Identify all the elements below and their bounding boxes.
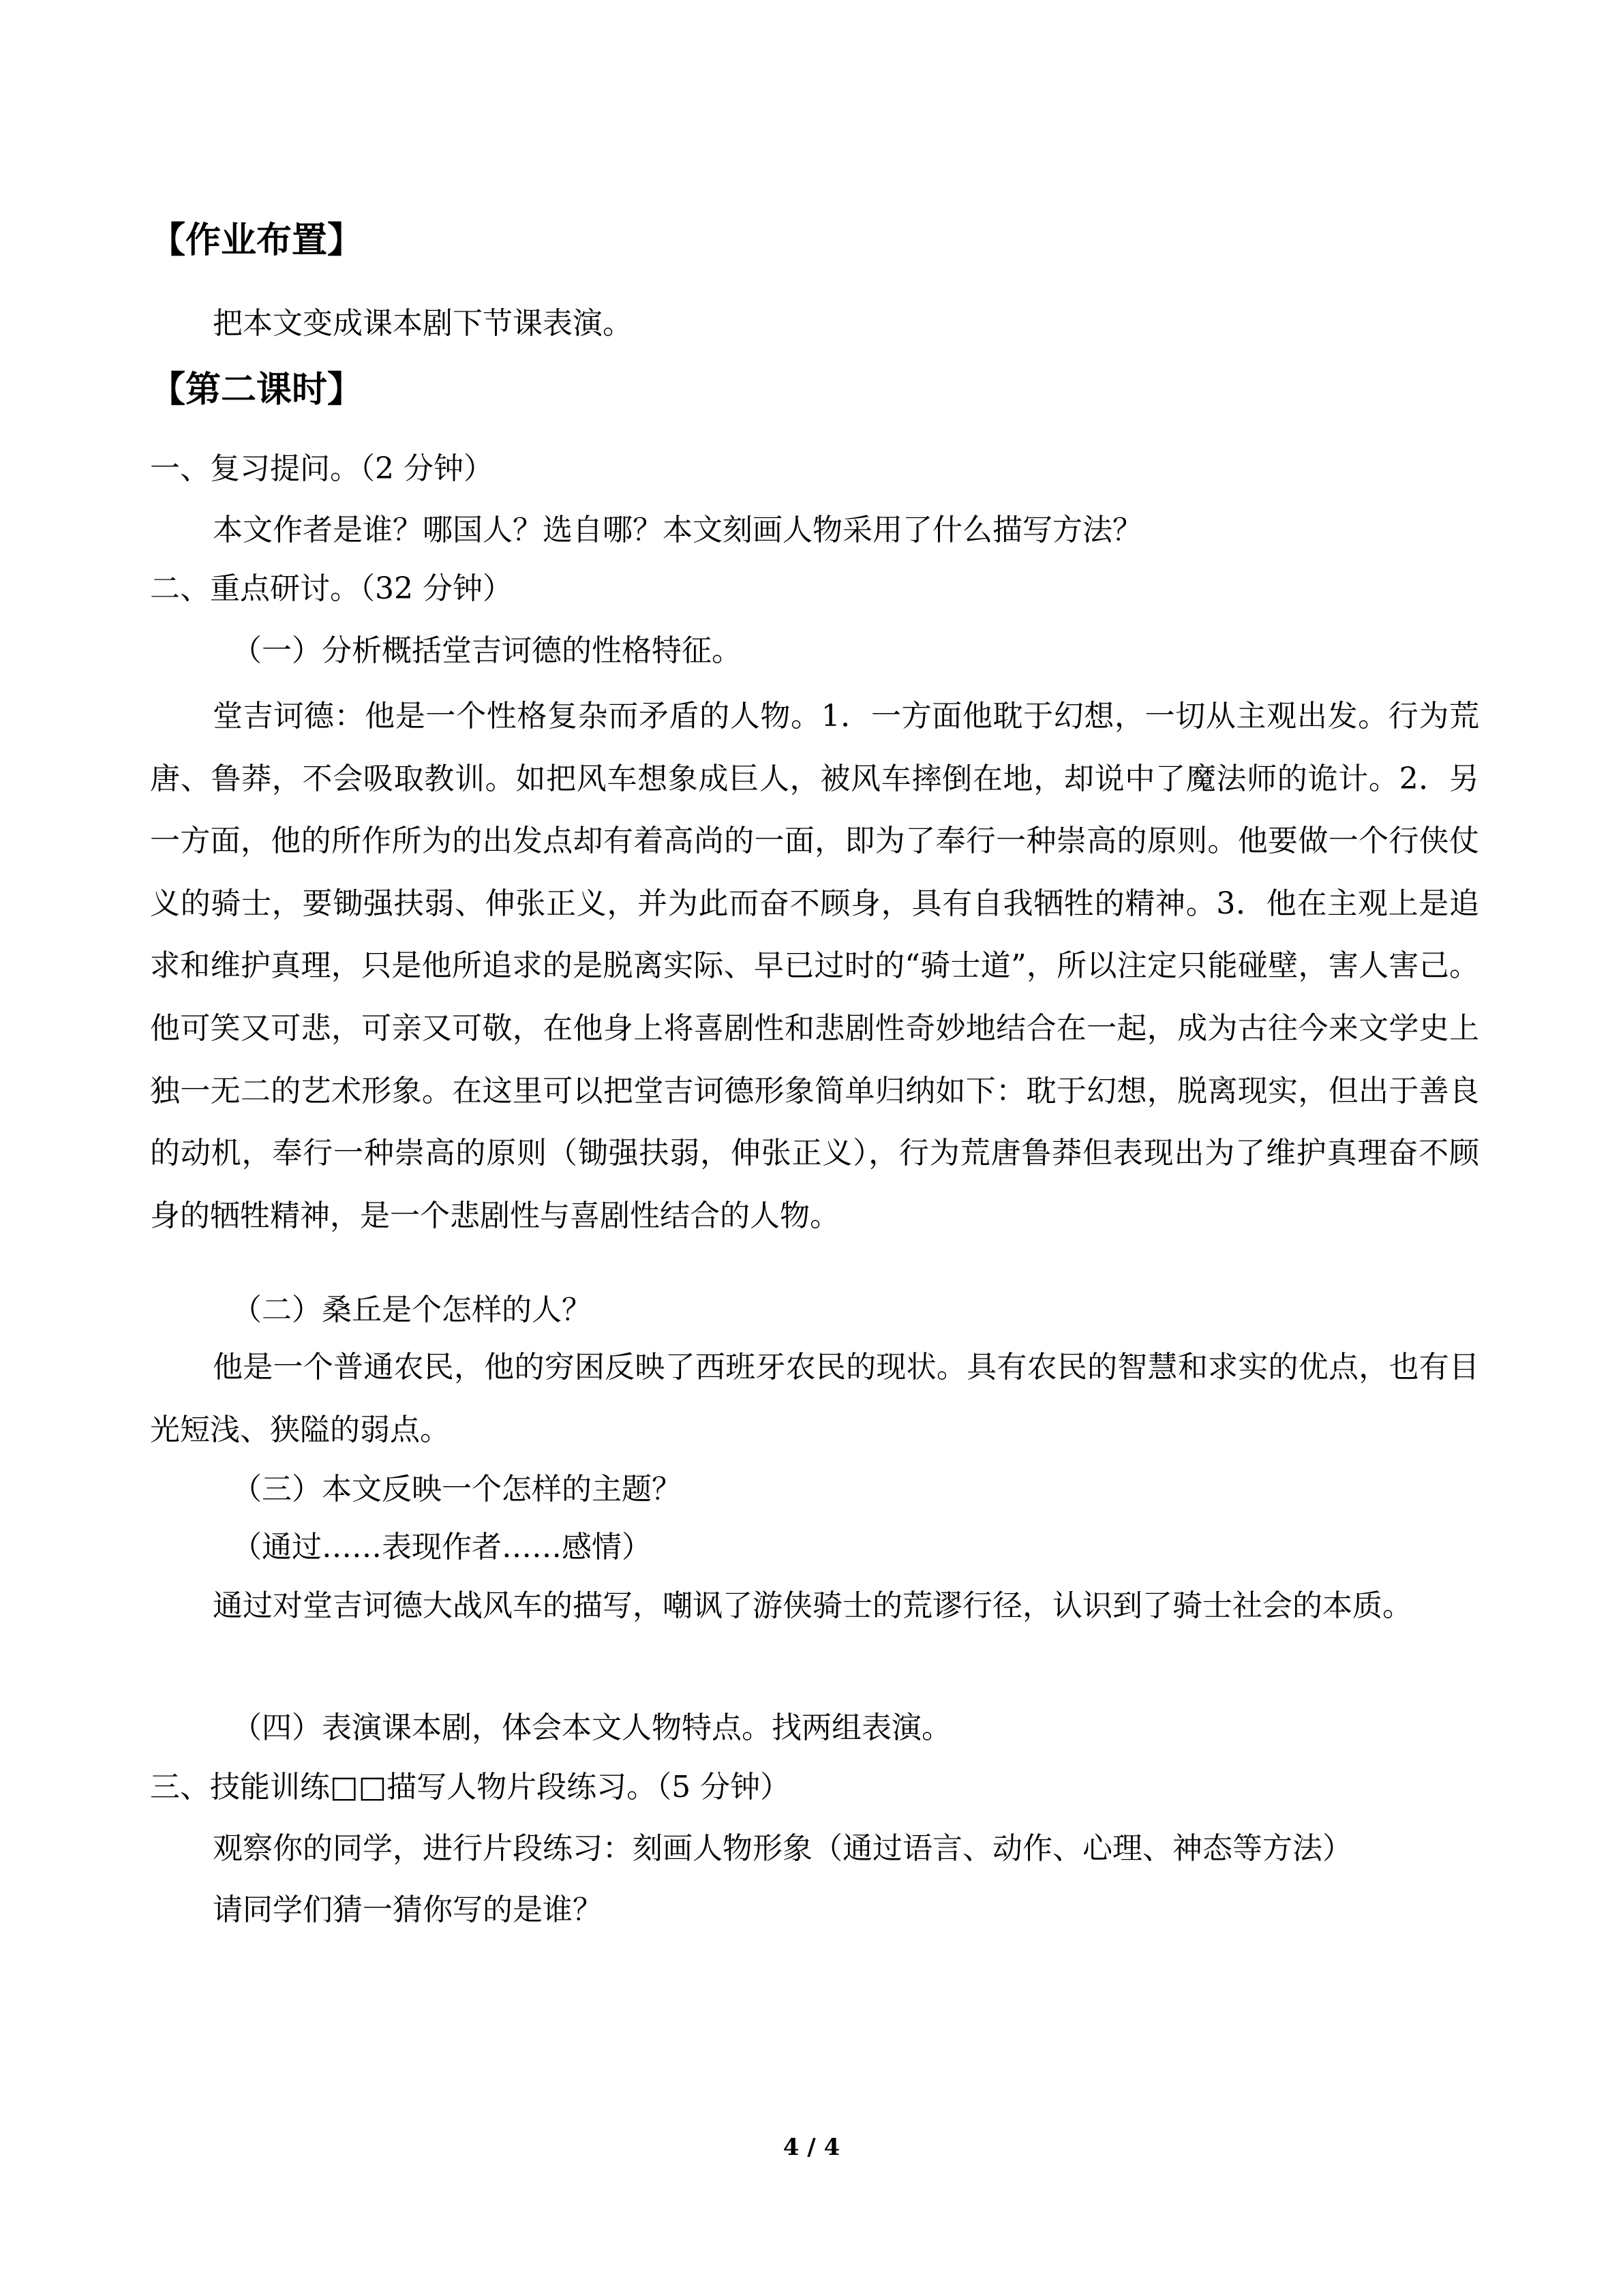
- question-3-hint: （通过……表现作者……感情）: [232, 1530, 652, 1565]
- answer-1-paragraph: 堂吉诃德：他是一个性格复杂而矛盾的人物。1．一方面他耽于幻想，一切从主观出发。行为荒唐、鲁莽，不会吸取教训。如把风车想象成巨人，被风车摔倒在地，却说中了魔法师的诡计。2．另一方面，他的所作所为的出发点却有着高尚的一面，即为了奉行一种崇高的原则。他要做一个行侠仗义的骑士，要锄强扶弱、伸张正义，并为此而奋不顾身，具有自我牺牲的精神。3．他在主观上是追求和维护真理，只是他所追求的是脱离实际、早已过时的“骑士道”，所以注定只能碰壁，害人害己。他可笑又可悲，可亲又可敬，在他身上将喜剧性和悲剧性奇妙地结合在一起，成为古往今来文学史上独一无二的艺术形象。在这里可以把堂吉诃德形象简单归纳如下：耽于幻想，脱离现实，但出于善良的动机，奉行一种崇高的原则（锄强扶弱，伸张正义），行为荒唐鲁莽但表现出为了维护真理奋不顾身的牺牲精神，是一个悲剧性与喜剧性结合的人物。: [150, 699, 1479, 1233]
- section-3-text-1: 观察你的同学，进行片段练习：刻画人物形象（通过语言、动作、心理、神态等方法）: [213, 1831, 1352, 1866]
- question-4: （四）表演课本剧，体会本文人物特点。找两组表演。: [232, 1710, 952, 1745]
- section-1-text: 本文作者是谁？哪国人？选自哪？本文刻画人物采用了什么描写方法？: [213, 513, 1142, 547]
- homework-text: 把本文变成课本剧下节课表演。: [213, 306, 633, 341]
- section-1-title: 一、复习提问。（2 分钟）: [150, 451, 494, 486]
- answer-2-paragraph: 他是一个普通农民，他的穷困反映了西班牙农民的现状。具有农民的智慧和求实的优点，也有目光短浅、狭隘的弱点。: [150, 1350, 1479, 1447]
- question-2: （二）桑丘是个怎样的人？: [232, 1293, 592, 1327]
- answer-3-paragraph: 通过对堂吉诃德大战风车的描写，嘲讽了游侠骑士的荒谬行径，认识到了骑士社会的本质。: [213, 1588, 1412, 1623]
- homework-heading: 【作业布置】: [150, 220, 363, 261]
- question-1: （一）分析概括堂吉诃德的性格特征。: [232, 633, 742, 668]
- question-3: （三）本文反映一个怎样的主题？: [232, 1472, 682, 1507]
- page-number: 4 / 4: [783, 2134, 840, 2161]
- section-2-title: 二、重点研讨。（32 分钟）: [150, 571, 513, 606]
- section-3-text-2: 请同学们猜一猜你写的是谁？: [213, 1892, 603, 1927]
- section-3-title: 三、技能训练□□描写人物片段练习。（5 分钟）: [150, 1770, 791, 1804]
- lesson2-heading: 【第二课时】: [150, 369, 363, 410]
